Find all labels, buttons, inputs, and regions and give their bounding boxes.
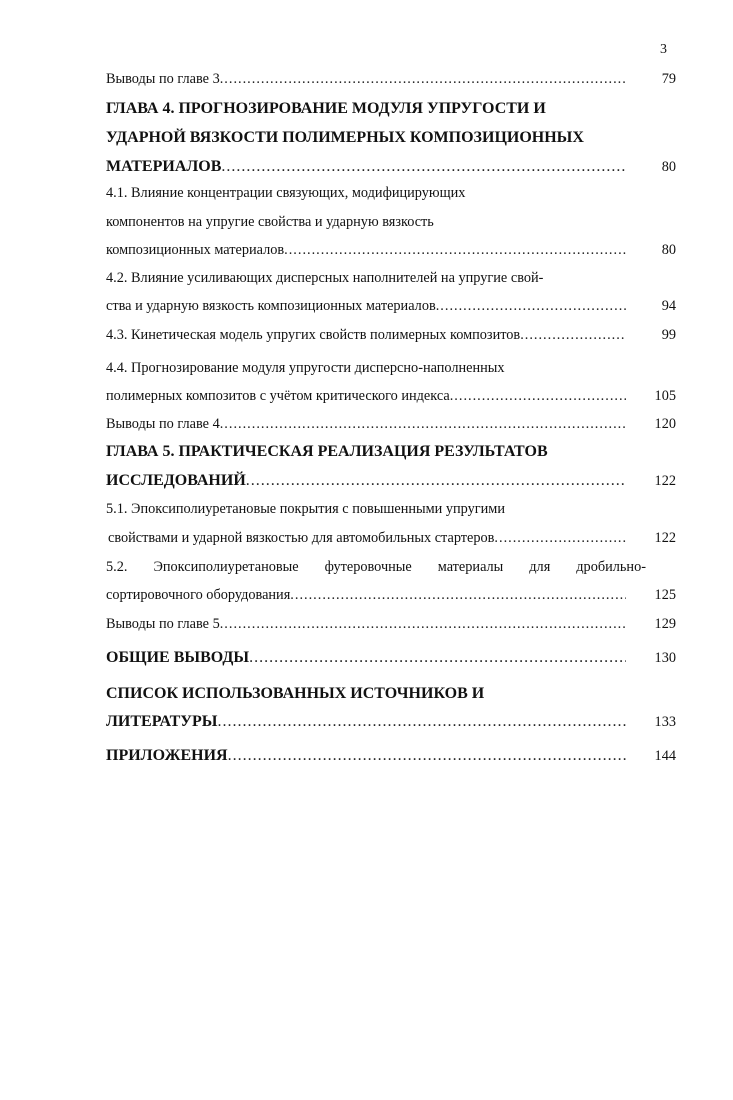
dot-leader <box>217 713 626 730</box>
toc-entry-general-conclusions <box>106 647 626 669</box>
dot-leader <box>284 242 626 258</box>
dot-leader <box>246 472 626 489</box>
toc-page-number: 130 <box>654 650 676 666</box>
toc-page-number: 99 <box>661 327 676 343</box>
toc-entry-conclusions-ch4 <box>106 413 626 435</box>
toc-entry-text: ОБЩИЕ ВЫВОДЫ <box>106 649 250 666</box>
section-4-1-line2: компонентов на упругие свойства и ударную вязкость <box>106 214 434 230</box>
chapter5-heading-line2 <box>106 470 626 492</box>
toc-entry-text: 4.3. Кинетическая модель упругих свойств полимерных композитов <box>106 327 521 343</box>
section-5-1-line1: 5.1. Эпоксиполиуретановые покрытия с повышенными упругими <box>106 501 506 517</box>
section-4-3 <box>106 324 626 346</box>
page-number: 3 <box>660 42 667 57</box>
chapter4-heading-line1: ГЛАВА 4. ПРОГНОЗИРОВАНИЕ МОДУЛЯ УПРУГОСТИ И <box>106 100 546 117</box>
toc-entry-text: Выводы по главе 3 <box>106 71 220 87</box>
section-5-2-line1: 5.2. Эпоксиполиуретановые футеровочные материалы для дробильно- <box>106 559 646 575</box>
toc-entry-text: полимерных композитов с учётом критического индекса <box>106 388 450 404</box>
toc-page-number: 133 <box>654 714 676 730</box>
dot-leader <box>220 416 626 432</box>
section-4-4-line2 <box>106 385 626 407</box>
dot-leader <box>221 158 626 175</box>
references-heading-line2 <box>106 711 626 733</box>
toc-page-number: 79 <box>661 71 676 87</box>
dot-leader <box>228 747 626 764</box>
section-4-1-line3 <box>106 239 626 261</box>
toc-page-number: 129 <box>654 616 676 632</box>
dot-leader <box>520 327 626 343</box>
section-5-1-line2 <box>108 527 628 549</box>
toc-entry-text: ПРИЛОЖЕНИЯ <box>106 747 228 764</box>
references-heading-line1: СПИСОК ИСПОЛЬЗОВАННЫХ ИСТОЧНИКОВ И <box>106 685 485 702</box>
toc-page-number: 144 <box>654 748 676 764</box>
dot-leader <box>290 587 626 603</box>
dot-leader <box>450 388 626 404</box>
toc-page-number: 105 <box>654 388 676 404</box>
toc-entry-conclusions-ch3 <box>106 68 626 90</box>
dot-leader <box>494 530 628 546</box>
dot-leader <box>249 649 626 666</box>
dot-leader <box>220 71 626 87</box>
toc-entry-text: свойствами и ударной вязкостью для автомобильных стартеров <box>108 530 495 546</box>
toc-page-number: 120 <box>654 416 676 432</box>
toc-entry-text: композиционных материалов <box>106 242 285 258</box>
toc-page-number: 80 <box>661 242 676 258</box>
chapter4-heading-line2: УДАРНОЙ ВЯЗКОСТИ ПОЛИМЕРНЫХ КОМПОЗИЦИОННЫХ <box>106 129 584 146</box>
toc-entry-text: сортировочного оборудования <box>106 587 291 603</box>
toc-page-number: 122 <box>654 530 676 546</box>
toc-entry-text: МАТЕРИАЛОВ <box>106 158 222 175</box>
section-4-4-line1: 4.4. Прогнозирование модуля упругости дисперсно-наполненных <box>106 360 505 376</box>
toc-entry-text: ства и ударную вязкость композиционных материалов <box>106 298 436 314</box>
section-4-1-line1: 4.1. Влияние концентрации связующих, модифицирующих <box>106 185 466 201</box>
section-4-2-line2 <box>106 295 626 317</box>
section-5-2-line2 <box>106 584 626 606</box>
chapter4-heading-line3 <box>106 156 626 178</box>
chapter5-heading-line1: ГЛАВА 5. ПРАКТИЧЕСКАЯ РЕАЛИЗАЦИЯ РЕЗУЛЬТАТОВ <box>106 443 548 460</box>
toc-page-number: 125 <box>654 587 676 603</box>
dot-leader <box>436 298 626 314</box>
section-4-2-line1: 4.2. Влияние усиливающих дисперсных наполнителей на упругие свой- <box>106 270 544 286</box>
toc-entry-appendices <box>106 745 626 767</box>
toc-entry-text: Выводы по главе 5 <box>106 616 220 632</box>
toc-page-number: 94 <box>661 298 676 314</box>
toc-page-number: 80 <box>661 159 676 175</box>
toc-entry-conclusions-ch5 <box>106 613 626 635</box>
toc-page-number: 122 <box>654 473 676 489</box>
dot-leader <box>220 616 626 632</box>
toc-entry-text: Выводы по главе 4 <box>106 416 220 432</box>
toc-entry-text: ИССЛЕДОВАНИЙ <box>106 472 246 489</box>
toc-entry-text: ЛИТЕРАТУРЫ <box>106 713 218 730</box>
